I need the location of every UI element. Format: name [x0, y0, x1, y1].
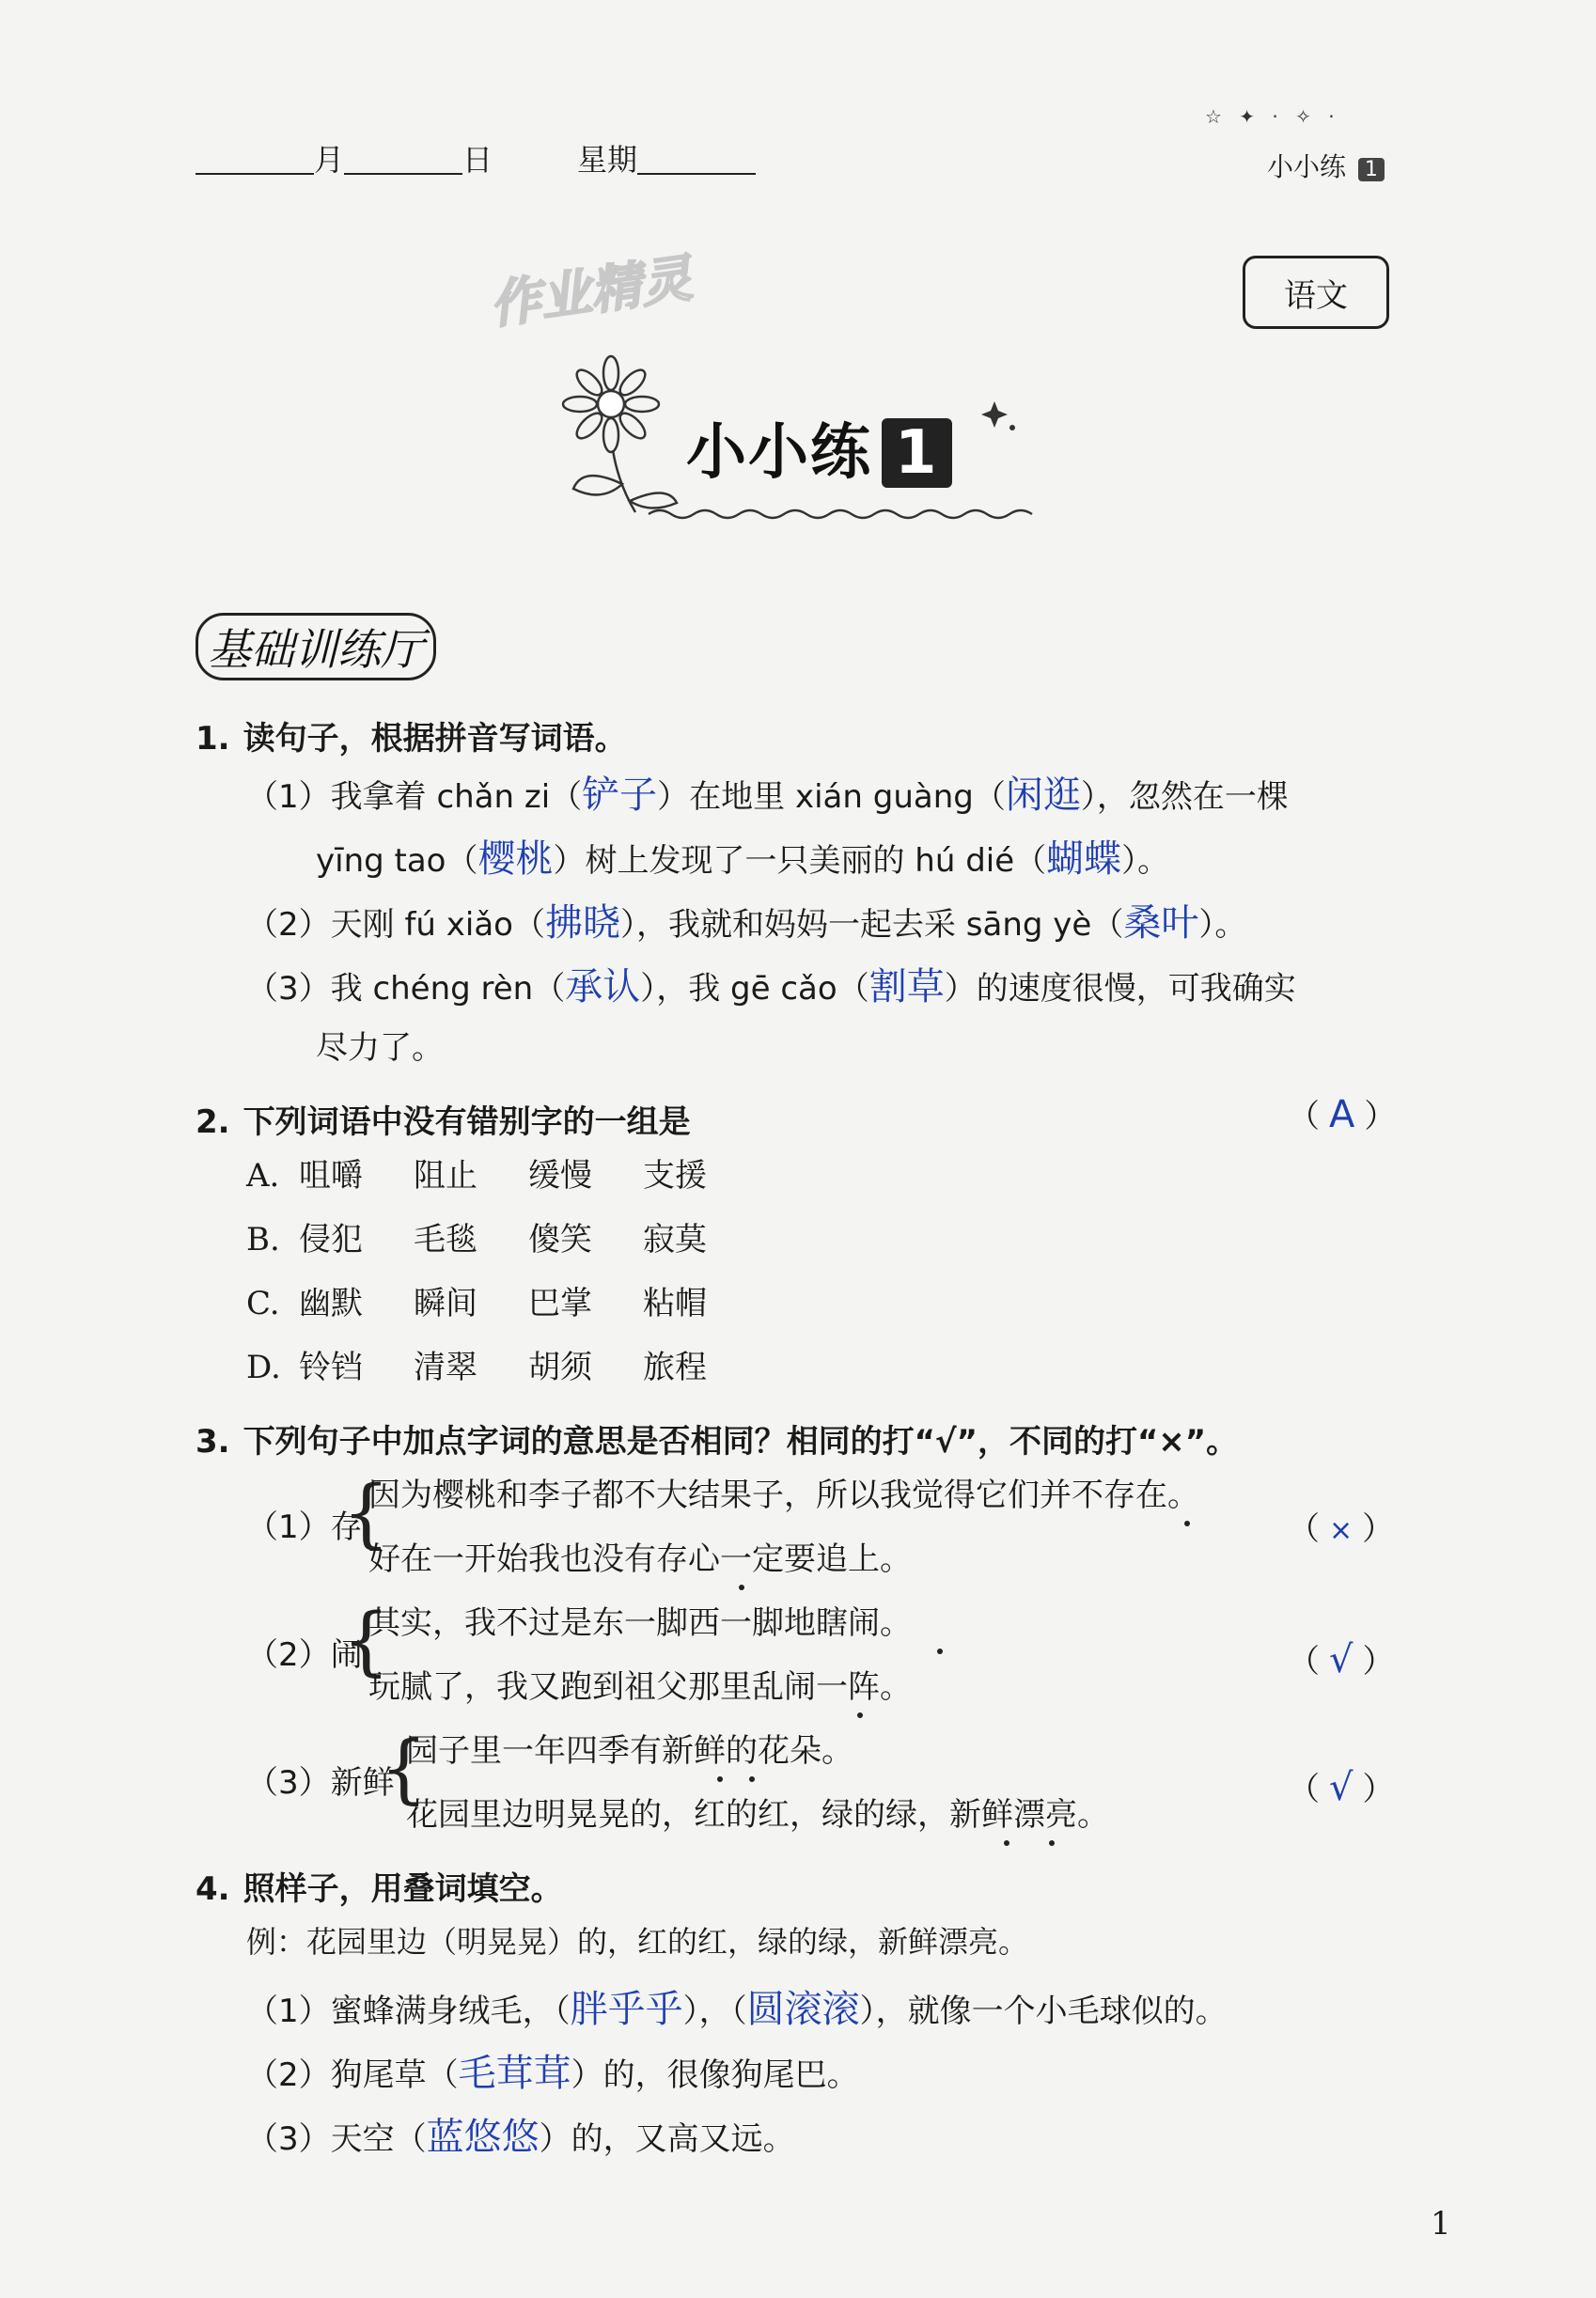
day-blank[interactable]: [344, 141, 462, 175]
q3-group-3-sentence-1: 园子里一年四季有新鲜的花朵。: [406, 1732, 853, 1770]
option-word: 幽默: [299, 1285, 363, 1322]
q3-group-1-sentence-2: 好在一开始我也没有存心一定要追上。: [368, 1540, 912, 1578]
day-label: 日: [462, 142, 493, 178]
q3-group-1-label: （1）存: [246, 1509, 363, 1546]
emphasis-dot: [937, 1649, 943, 1654]
option-label: B.: [246, 1221, 280, 1258]
q4-example: 例：花园里边（明晃晃）的，红的红，绿的绿，新鲜漂亮。: [246, 1924, 1029, 1960]
q3-group-1-sentence-1: 因为樱桃和李子都不大结果子，所以我觉得它们并不存在。: [368, 1477, 1199, 1514]
q1-answer[interactable]: 拂晓: [544, 901, 620, 945]
q1-text-segment: ）的速度很慢，可我确实: [944, 970, 1296, 1008]
month-label: 月: [314, 142, 345, 178]
q2-text: 下列词语中没有错别字的一组是: [243, 1103, 691, 1141]
option-word: 铃铛: [299, 1349, 363, 1386]
q1-text-segment: （1）我拿着 chǎn zi（: [246, 778, 583, 816]
subject-label: 语文: [1284, 276, 1348, 315]
section-title-badge: 基础训练厅: [196, 613, 436, 680]
q1-item-3-line-2: [316, 1029, 444, 1067]
q3-answer[interactable]: √: [1329, 1638, 1353, 1681]
q3-answer[interactable]: ×: [1329, 1514, 1353, 1547]
q4-text: 照样子，用叠词填空。: [243, 1870, 563, 1908]
q2-option-c[interactable]: [246, 1285, 707, 1322]
q3-answer[interactable]: √: [1329, 1766, 1353, 1809]
q1-text: 读句子，根据拼音写词语。: [243, 720, 627, 758]
option-word: 粘帽: [643, 1285, 707, 1322]
q3-number: 3.: [196, 1423, 230, 1461]
q4-number: 4.: [196, 1870, 230, 1908]
q3-group-2-answer-bracket: [1288, 1638, 1395, 1681]
q1-answer[interactable]: 樱桃: [477, 837, 554, 881]
q1-text-segment: ）在地里 xián guàng（: [657, 778, 1006, 816]
q4-text-segment: （1）蜜蜂满身绒毛，（: [246, 1993, 571, 2030]
option-word: 傻笑: [528, 1221, 592, 1258]
q3-group-2-sentence-1: 其实，我不过是东一脚西一脚地瞎闹。: [368, 1604, 912, 1642]
q4-text-segment: ）的，很像狗尾巴。: [571, 2056, 859, 2094]
q3-text: 下列句子中加点字词的意思是否相同？相同的打“√”，不同的打“×”。: [243, 1423, 1239, 1461]
q1-item-2: [246, 901, 1247, 945]
q4-text-segment: ）的，又高又远。: [539, 2120, 795, 2158]
page-title-num: 1: [882, 418, 952, 488]
q2-stem: [196, 1096, 691, 1142]
q1-text-segment: ），我 gē cǎo（: [640, 970, 869, 1008]
option-word: 旅程: [643, 1349, 707, 1386]
option-word: 缓慢: [528, 1157, 592, 1195]
q1-number: 1.: [196, 720, 230, 758]
q1-text-segment: ）树上发现了一只美丽的 hú dié（: [553, 842, 1047, 880]
emphasis-dot: [1184, 1521, 1190, 1526]
brace-icon: {: [342, 1469, 390, 1556]
q2-answer-bracket: [1288, 1093, 1397, 1136]
option-label: D.: [246, 1349, 281, 1386]
emphasis-dot: [857, 1712, 863, 1718]
emphasis-dot: [1004, 1840, 1009, 1846]
q4-answer[interactable]: 毛茸茸: [458, 2052, 571, 2095]
q4-answer[interactable]: 圆滚滚: [746, 1988, 860, 2031]
page-number: 1: [1431, 2205, 1451, 2243]
brace-icon: {: [342, 1597, 390, 1684]
q4-stem: [196, 1863, 563, 1909]
q1-text-segment: 尽力了。: [316, 1029, 444, 1067]
q4-text-segment: ），就像一个小毛球似的。: [859, 1993, 1228, 2030]
month-blank[interactable]: [196, 141, 314, 175]
q2-option-a[interactable]: [246, 1157, 707, 1195]
q4-item-2: [246, 2052, 859, 2095]
weekday-blank[interactable]: [637, 141, 756, 175]
q1-answer[interactable]: 铲子: [582, 774, 658, 817]
bracket-close: ）: [1362, 1771, 1395, 1808]
q1-item-3-line-1: [246, 965, 1296, 1008]
section-title: [196, 613, 436, 680]
header-tag: [1267, 147, 1385, 184]
q3-group-3-sentence-2: 花园里边明晃晃的，红的红，绿的绿，新鲜漂亮。: [406, 1796, 1109, 1834]
bracket-open: （: [1288, 1771, 1320, 1808]
q1-item-1-line-2: [316, 837, 1170, 881]
brace-icon: {: [380, 1725, 428, 1812]
option-word: 阻止: [414, 1157, 477, 1195]
q3-stem: [196, 1415, 1238, 1462]
page-title: [686, 404, 952, 491]
option-word: 毛毯: [414, 1221, 477, 1258]
bracket-open: （: [1288, 1643, 1320, 1681]
q3-group-3-label: （3）新鲜: [246, 1764, 395, 1802]
q1-text-segment: （3）我 chéng rèn（: [246, 970, 566, 1008]
q1-text-segment: yīng tao（: [316, 842, 478, 880]
q4-answer[interactable]: 蓝悠悠: [426, 2116, 540, 2159]
q1-answer[interactable]: 割草: [868, 965, 945, 1008]
watermark: 作业精灵: [486, 248, 696, 336]
q1-text-segment: ），我就和妈妈一起去采 sāng yè（: [619, 906, 1124, 944]
q1-stem: [196, 712, 627, 758]
q4-item-3: [246, 2116, 795, 2159]
date-line: [196, 141, 756, 178]
option-word: 胡须: [528, 1349, 592, 1386]
subject-box: [1243, 256, 1389, 329]
q2-number: 2.: [196, 1103, 230, 1141]
q4-text-segment: （3）天空（: [246, 2120, 427, 2158]
q3-group-2-label: （2）闹: [246, 1636, 363, 1674]
option-word: 咀嚼: [299, 1157, 363, 1195]
bracket-close: ）: [1364, 1098, 1397, 1135]
q4-item-1: [246, 1988, 1228, 2031]
page-title-text: 小小练: [686, 418, 872, 488]
bracket-close: ）: [1362, 1643, 1395, 1681]
option-word: 瞬间: [414, 1285, 477, 1322]
emphasis-dot: [717, 1776, 723, 1782]
option-word: 侵犯: [299, 1221, 363, 1258]
header-tag-label: 小小练: [1267, 151, 1347, 182]
q2-option-b[interactable]: [246, 1221, 707, 1258]
sparkle-icon: [981, 401, 1015, 430]
q3-group-1-answer-bracket: [1288, 1510, 1395, 1548]
q1-text-segment: ）。: [1121, 842, 1170, 880]
bracket-close: ）: [1362, 1510, 1395, 1548]
bracket-open: （: [1288, 1510, 1320, 1548]
stars-icon: ☆ ✦ · ✧ ·: [1205, 105, 1340, 128]
q2-option-d[interactable]: [246, 1349, 707, 1386]
weekday-label: 星期: [577, 142, 638, 178]
q1-text-segment: （2）天刚 fú xiǎo（: [246, 906, 545, 944]
q4-text-segment: ），（: [682, 1993, 747, 2030]
option-word: 寂莫: [643, 1221, 707, 1258]
emphasis-dot: [749, 1776, 755, 1782]
option-word: 支援: [643, 1157, 707, 1195]
q1-answer[interactable]: 蝴蝶: [1046, 837, 1122, 881]
q1-item-1-line-1: [246, 774, 1289, 817]
q1-text-segment: ）。: [1198, 906, 1247, 944]
option-word: 清翠: [414, 1349, 477, 1386]
header-tag-num: 1: [1358, 158, 1385, 181]
q1-answer[interactable]: 承认: [565, 965, 641, 1008]
q4-answer[interactable]: 胖乎乎: [570, 1988, 683, 2031]
q3-group-2-sentence-2: 玩腻了，我又跑到祖父那里乱闹一阵。: [368, 1668, 912, 1706]
emphasis-dot: [739, 1585, 744, 1590]
emphasis-dot: [1049, 1840, 1055, 1846]
q1-answer[interactable]: 桑叶: [1123, 901, 1199, 945]
option-word: 巴掌: [528, 1285, 592, 1322]
q4-text-segment: （2）狗尾草（: [246, 2056, 459, 2094]
q2-answer[interactable]: A: [1329, 1093, 1355, 1136]
q3-group-3-answer-bracket: [1288, 1766, 1395, 1809]
q1-text-segment: ），忽然在一棵: [1080, 778, 1289, 816]
option-label: C.: [246, 1285, 280, 1322]
bracket-open: （: [1288, 1098, 1320, 1135]
option-label: A.: [246, 1157, 280, 1195]
q1-answer[interactable]: 闲逛: [1005, 774, 1081, 817]
